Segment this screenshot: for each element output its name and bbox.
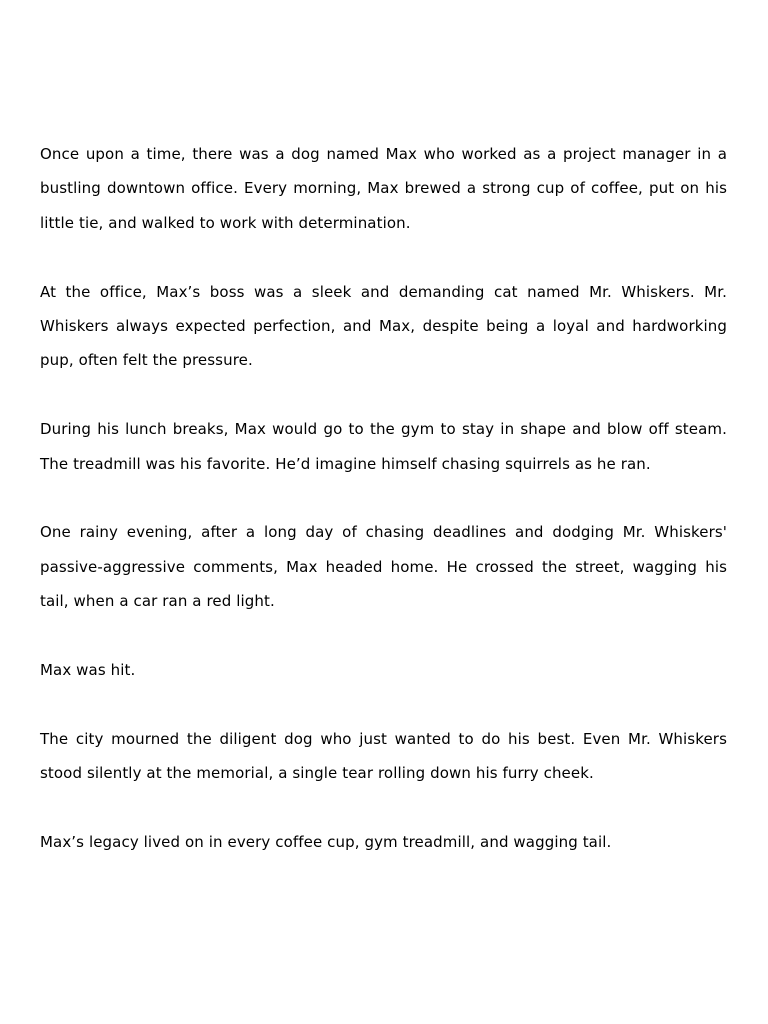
paragraph-boss: At the office, Max’s boss was a sleek and demanding cat named Mr. Whiskers. Mr. Whiskers always expected perfection, and Max, despite being a loyal and hardworking pup, often felt the pressure.: [40, 282, 727, 370]
document-body: [40, 137, 727, 859]
paragraph-intro: Once upon a time, there was a dog named Max who worked as a project manager in a bustling downtown office. Every morning, Max brewed a strong cup of coffee, put on his little tie, and walked to work with determination.: [40, 145, 727, 232]
paragraph-lunch: During his lunch breaks, Max would go to the gym to stay in shape and blow off steam. The treadmill was his favorite. He’d imagine himself chasing squirrels as he ran.: [40, 420, 727, 473]
paragraph-rainy-evening: One rainy evening, after a long day of chasing deadlines and dodging Mr. Whiskers' passive-aggressive comments, Max headed home. He crossed the street, wagging his tail, when a car ran a red light.: [40, 523, 727, 611]
paragraph-mourning: The city mourned the diligent dog who just wanted to do his best. Even Mr. Whiskers stood silently at the memorial, a single tear rolling down his furry cheek.: [40, 729, 727, 783]
paragraph-legacy: Max’s legacy lived on in every coffee cup, gym treadmill, and wagging tail.: [40, 833, 612, 852]
paragraph-hit: Max was hit.: [40, 661, 136, 680]
